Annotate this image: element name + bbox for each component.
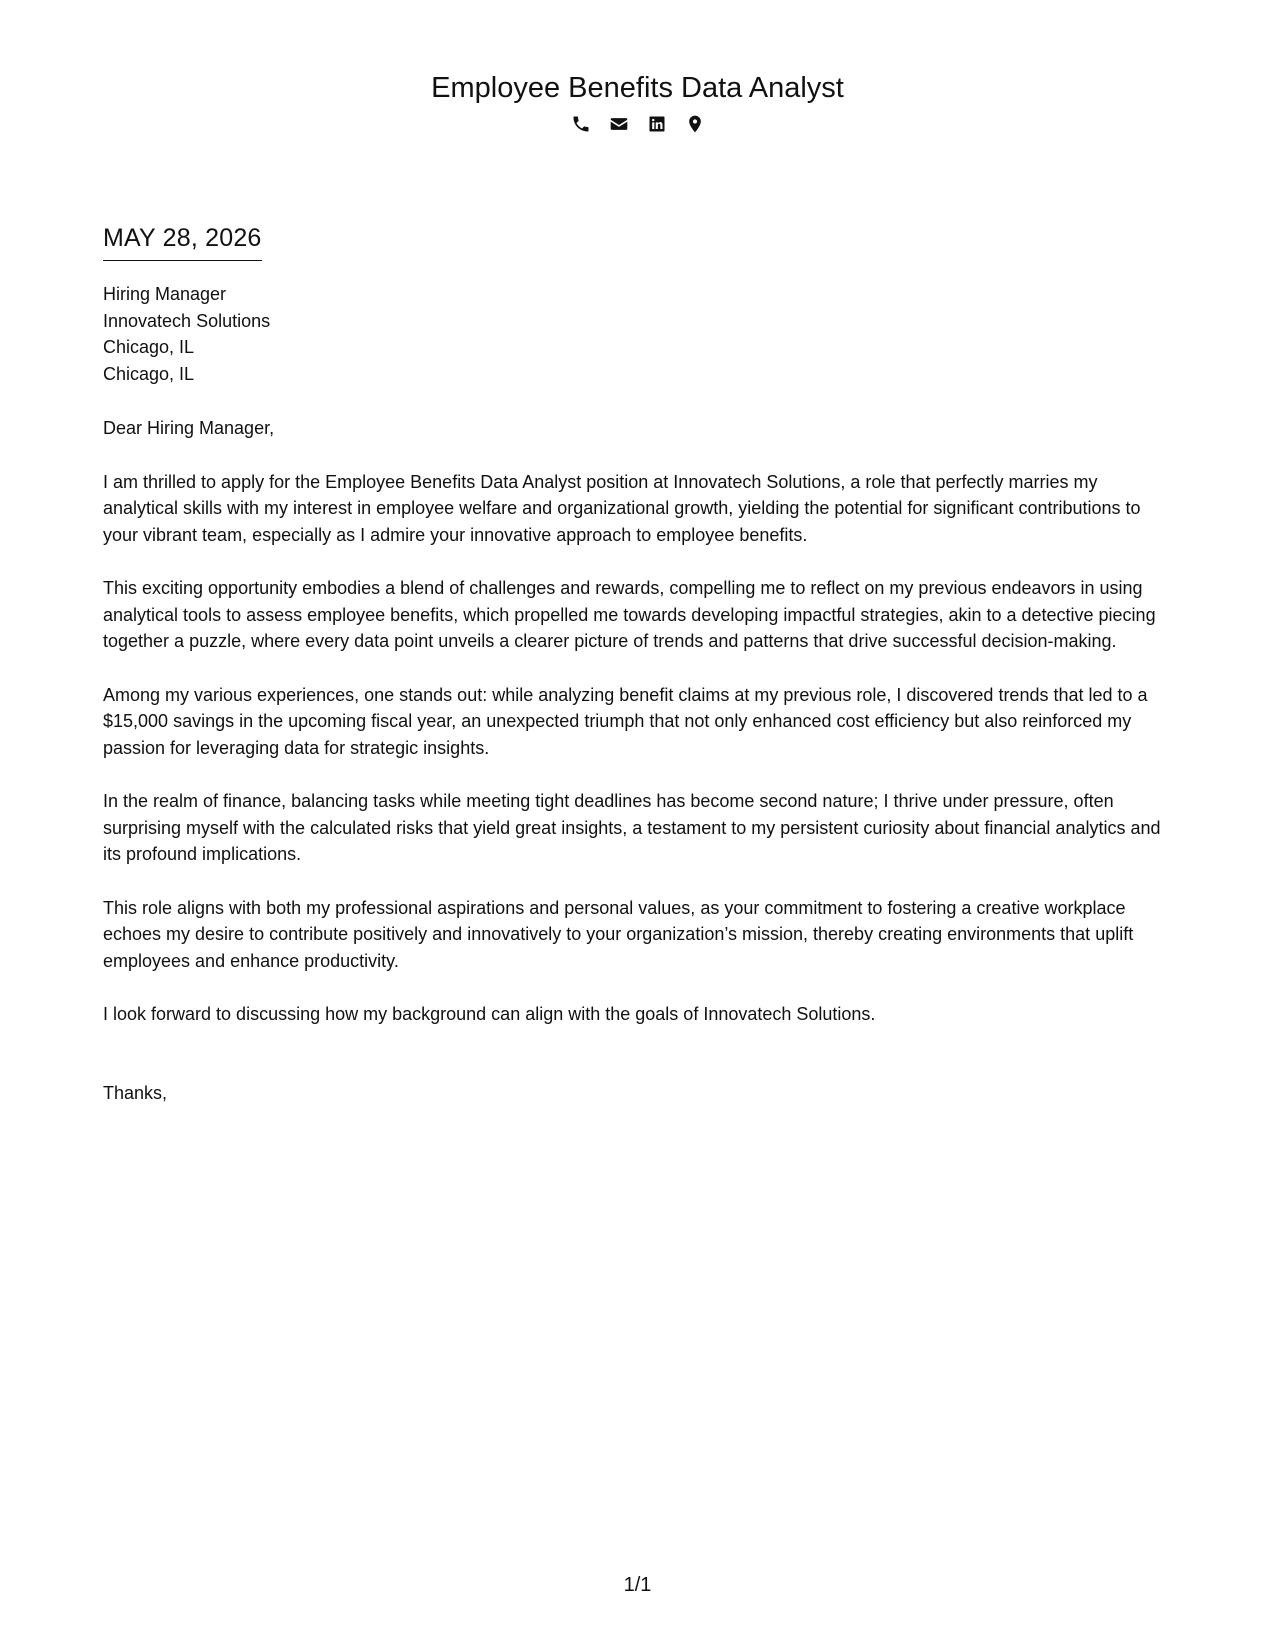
salutation: Dear Hiring Manager, bbox=[103, 418, 275, 438]
letter-date: MAY 28, 2026 bbox=[103, 222, 262, 261]
location-pin-icon[interactable] bbox=[685, 114, 705, 134]
page-title: Employee Benefits Data Analyst bbox=[431, 72, 844, 104]
letter-header bbox=[0, 70, 1275, 136]
closing: Thanks, bbox=[103, 1082, 168, 1103]
body-paragraph: In the realm of finance, balancing tasks while meeting tight deadlines has become second nature; I thrive under pressure, often surprising myself with the calculated risks that yield great insights, a testament to my persistent curiosity about financial analytics and its profound implications. bbox=[103, 791, 1161, 864]
contact-icons-row bbox=[0, 112, 1275, 136]
email-icon[interactable] bbox=[609, 114, 629, 134]
recipient-line: Chicago, IL bbox=[103, 337, 195, 357]
linkedin-icon[interactable] bbox=[647, 114, 667, 134]
body-paragraph: Among my various experiences, one stands out: while analyzing benefit claims at my previous role, I discovered trends that led to a $15,000 savings in the upcoming fiscal year, an unexpected triumph that not only enhanced cost efficiency but also reinforced my passion for leveraging data for strategic insights. bbox=[103, 684, 1148, 758]
recipient-line: Hiring Manager bbox=[103, 284, 227, 304]
letter-body bbox=[103, 222, 1173, 1106]
body-paragraph: I am thrilled to apply for the Employee Benefits Data Analyst position at Innovatech Solutions, a role that perfectly marries my analytical skills with my interest in employee welfare and organizational growth, yielding the potential for significant contributions to your vibrant team, especially as I admire your innovative approach to employee benefits. bbox=[103, 471, 1141, 545]
recipient-line: Chicago, IL bbox=[103, 363, 195, 384]
page-indicator: 1/1 bbox=[623, 1574, 652, 1596]
phone-icon[interactable] bbox=[571, 114, 591, 134]
recipient-address bbox=[103, 281, 1173, 387]
recipient-line: Innovatech Solutions bbox=[103, 310, 271, 331]
body-paragraph: This role aligns with both my professional aspirations and personal values, as your commitment to fostering a creative workplace echoes my desire to contribute positively and innovatively to your organization’s mission, thereby creating environments that uplift employees and enhance productivity. bbox=[103, 897, 1134, 971]
body-paragraph: This exciting opportunity embodies a blend of challenges and rewards, compelling me to reflect on my previous endeavors in using analytical tools to assess employee benefits, which propelled me towards developing impactful strategies, akin to a detective piecing together a puzzle, where every data point unveils a clearer picture of trends and patterns that drive successful decision-making. bbox=[103, 578, 1156, 651]
body-paragraph: I look forward to discussing how my background can align with the goals of Innovatech Solutions. bbox=[103, 1004, 876, 1024]
